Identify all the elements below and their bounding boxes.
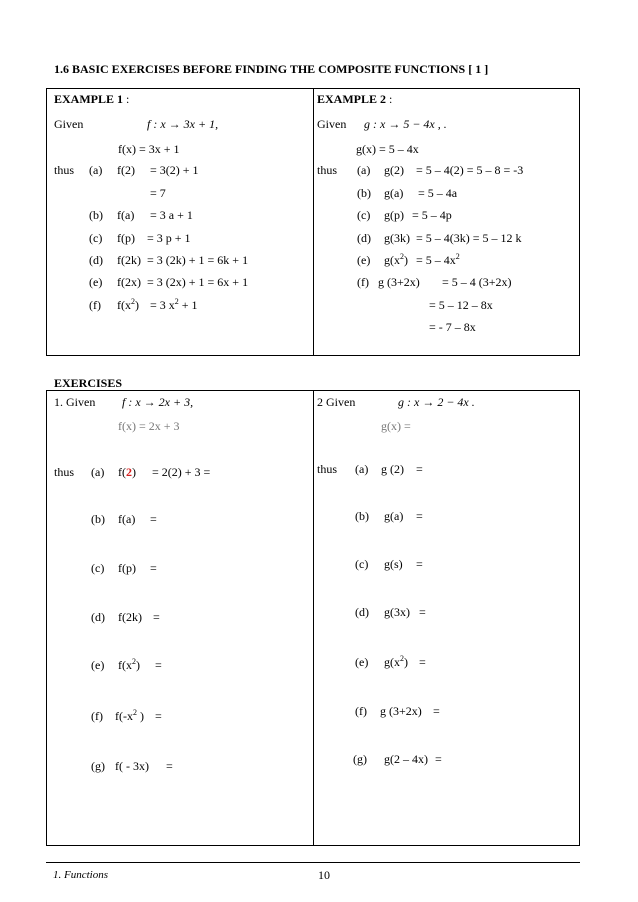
example-2-mapping: g : x → 5 − 4x , . <box>364 117 447 131</box>
q1-row-lhs: $f(-x^2$ ) <box>115 708 144 723</box>
exercises-heading: EXERCISES <box>54 376 123 390</box>
example-1-row-rhs: = 7 <box>150 186 166 200</box>
q1-row-lhs: f( - 3x) <box>115 759 149 773</box>
q1-given: 1. Given <box>54 395 96 409</box>
q2-row-label: (c) <box>355 557 369 571</box>
example-2-given: Given <box>317 117 347 131</box>
example-1-row-rhs: = 3 a + 1 <box>150 208 193 222</box>
example-2-row-rhs: = 5 – 4a <box>418 186 458 200</box>
example-1-row-label: (d) <box>89 253 103 267</box>
q2-gx: g(x) = <box>381 419 411 433</box>
example-1-given: Given <box>54 117 84 131</box>
q2-row-rhs: = <box>419 655 426 669</box>
example-1-row-lhs: f(p) <box>117 231 135 245</box>
q1-row-label: (a) <box>91 465 105 479</box>
example-2-row-label: (f) <box>357 275 369 289</box>
q1-row-rhs: = <box>153 610 160 624</box>
example-2-continuation: = - 7 – 8x <box>429 320 476 334</box>
example-2-row-label: (a) <box>357 163 371 177</box>
example-1-row-lhs: f(2k) <box>117 253 141 267</box>
example-2-row-label: (c) <box>357 208 371 222</box>
q2-row-rhs: = <box>416 509 423 523</box>
example-2-row-lhs: g(2) <box>384 163 404 177</box>
example-1-row-label: (e) <box>89 275 103 289</box>
example-2-row-rhs: = $5 - 4x^2$ <box>416 252 460 267</box>
q1-row-rhs: = <box>150 512 157 526</box>
page-number: 10 <box>318 868 330 882</box>
q2-row-label: (b) <box>355 509 369 523</box>
example-1-row-label: (c) <box>89 231 103 245</box>
example-2-row-lhs: g(3k) <box>384 231 410 245</box>
example-2-row-lhs: $g(x^2)$ <box>384 252 408 267</box>
example-1-row-rhs: = 3(2) + 1 <box>150 163 199 177</box>
example-1-row-lhs: f(a) <box>117 208 135 222</box>
highlighted-value: 2 <box>126 465 132 479</box>
q1-row-lhs: f(p) <box>118 561 136 575</box>
q2-row-rhs: = <box>416 557 423 571</box>
example-1-row-lhs: $f(x^2)$ <box>117 297 139 312</box>
exercises-divider <box>313 390 314 846</box>
q2-thus: thus <box>317 462 338 476</box>
q2-row-lhs: g(s) <box>384 557 403 571</box>
example-2-gx: g(x) = 5 – 4x <box>356 142 419 156</box>
example-1-row-lhs: f(2) <box>117 163 135 177</box>
example-1-thus: thus <box>54 163 75 177</box>
q1-thus: thus <box>54 465 75 479</box>
example-2-row-lhs: g(a) <box>384 186 404 200</box>
q1-row-rhs: = <box>155 709 162 723</box>
q2-row-lhs: g(2 – 4x) <box>384 752 428 766</box>
example-2-thus: thus <box>317 163 338 177</box>
example-2-row-rhs: = 5 – 4p <box>412 208 452 222</box>
q1-row-label: (c) <box>91 561 105 575</box>
q1-row-lhs: f(2k) <box>118 610 142 624</box>
q2-row-label: (d) <box>355 605 369 619</box>
q1-fx: f(x) = 2x + 3 <box>118 419 180 433</box>
example-2-continuation: = 5 – 12 – 8x <box>429 298 493 312</box>
footer-chapter: 1. Functions <box>53 869 108 881</box>
q1-row-label: (e) <box>91 658 105 672</box>
examples-divider <box>313 88 314 356</box>
q2-row-rhs: = <box>419 605 426 619</box>
q2-row-rhs: = <box>435 752 442 766</box>
example-2-row-lhs: g (3+2x) <box>378 275 420 289</box>
example-1-row-rhs: = 3 p + 1 <box>147 231 191 245</box>
example-1-row-rhs: = 3 (2x) + 1 = 6x + 1 <box>147 275 249 289</box>
example-1-row-rhs: = 3 $x^2 + 1$ <box>150 297 198 312</box>
q1-row-rhs: = <box>166 759 173 773</box>
example-2-row-label: (b) <box>357 186 371 200</box>
example-2-row-lhs: g(p) <box>384 208 404 222</box>
q2-row-lhs: g (3+2x) <box>380 704 422 718</box>
q1-mapping: f : x → 2x + 3, <box>122 395 194 409</box>
q2-mapping: g : x → 2 − 4x . <box>398 395 475 409</box>
footer-rule <box>46 862 580 863</box>
q2-row-label: (f) <box>355 704 367 718</box>
q1-row-rhs: = <box>150 561 157 575</box>
example-2-heading: EXAMPLE 2 : <box>317 92 393 106</box>
q2-row-rhs: = <box>433 704 440 718</box>
q2-row-lhs: g(a) <box>384 509 404 523</box>
example-1-row-label: (f) <box>89 298 101 312</box>
q2-row-lhs: $g(x^2)$ <box>384 654 408 669</box>
q1-row-label: (f) <box>91 709 103 723</box>
q2-given: 2 Given <box>317 395 356 409</box>
example-1-row-label: (b) <box>89 208 103 222</box>
example-1-fx: f(x) = 3x + 1 <box>118 142 180 156</box>
example-1-row-lhs: f(2x) <box>117 275 141 289</box>
q2-row-lhs: g (2) <box>381 462 404 476</box>
example-1-row-label: (a) <box>89 163 103 177</box>
example-2-row-label: (e) <box>357 253 371 267</box>
q2-row-label: (e) <box>355 655 369 669</box>
q1-row-rhs: = <box>155 658 162 672</box>
q1-row-lhs: $f(x^2)$ <box>118 657 140 672</box>
example-1-mapping: f : x → 3x + 1, <box>147 117 219 131</box>
q2-row-lhs: g(3x) <box>384 605 410 619</box>
q1-row-label: (g) <box>91 759 105 773</box>
q2-row-label: (g) <box>353 752 367 766</box>
q1-row-lhs: f(2) <box>118 465 136 479</box>
example-2-row-rhs: = 5 – 4 (3+2x) <box>442 275 512 289</box>
q1-row-label: (d) <box>91 610 105 624</box>
example-2-row-rhs: = 5 – 4(3k) = 5 – 12 k <box>416 231 522 245</box>
example-2-row-rhs: = 5 – 4(2) = 5 – 8 = -3 <box>416 163 524 177</box>
q2-row-rhs: = <box>416 462 423 476</box>
example-1-row-rhs: = 3 (2k) + 1 = 6k + 1 <box>147 253 249 267</box>
q1-row-lhs: f(a) <box>118 512 136 526</box>
q1-row-rhs: = 2(2) + 3 = <box>152 465 211 479</box>
q1-row-label: (b) <box>91 512 105 526</box>
example-1-heading: EXAMPLE 1 : <box>54 92 130 106</box>
example-2-row-label: (d) <box>357 231 371 245</box>
q2-row-label: (a) <box>355 462 369 476</box>
page-title: 1.6 BASIC EXERCISES BEFORE FINDING THE COMPOSITE FUNCTIONS [ 1 ] <box>54 62 489 76</box>
